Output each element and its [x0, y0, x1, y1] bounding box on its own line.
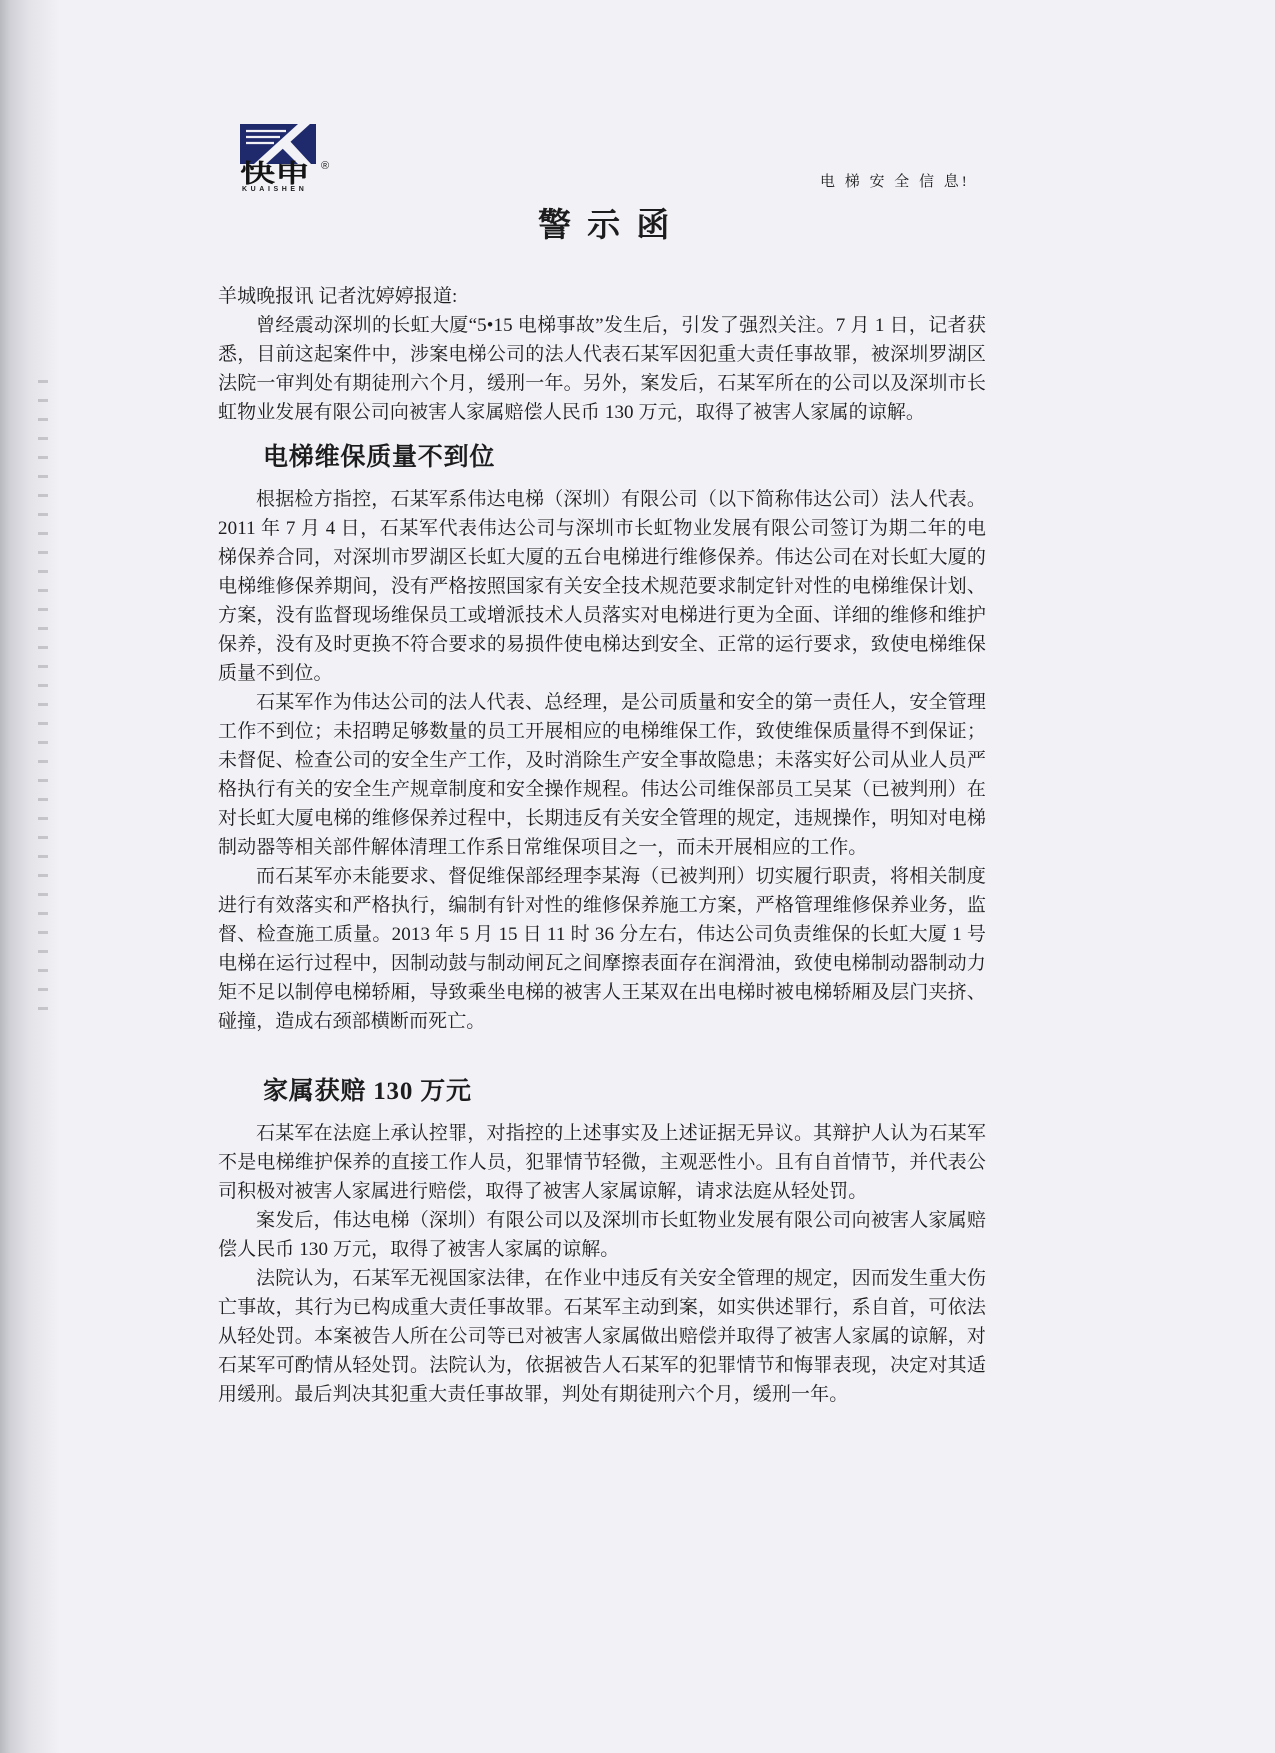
- document-body: [218, 282, 986, 1409]
- body-paragraph: 石某军在法庭上承认控罪，对指控的上述事实及上述证据无异议。其辩护人认为石某军不是电梯维护保养的直接工作人员，犯罪情节轻微，主观恶性小。且有自首情节，并代表公司积极对被害人家属进行赔偿，取得了被害人家属谅解，请求法庭从轻处罚。: [218, 1122, 986, 1202]
- byline: 羊城晚报讯 记者沈婷婷报道:: [218, 286, 458, 307]
- section-compensation: [218, 1074, 986, 1409]
- header-tagline: 电 梯 安 全 信 息!: [820, 174, 970, 190]
- logo-latin-name: KUAISHEN: [242, 186, 308, 193]
- scan-speckles: [38, 380, 48, 1020]
- kuaishen-logo-mark-icon: [240, 124, 316, 164]
- body-paragraph: 石某军作为伟达公司的法人代表、总经理，是公司质量和安全的第一责任人，安全管理工作不到位；未招聘足够数量的员工开展相应的电梯维保工作，致使维保质量得不到保证；未督促、检查公司的安全生产工作，及时消除生产安全事故隐患；未落实好公司从业人员严格执行有关的安全生产规章制度和安全操作规程。伟达公司维保部员工吴某（已被判刑）在对长虹大厦电梯的维修保养过程中，长期违反有关安全管理的规定，违规操作，明知对电梯制动器等相关部件解体清理工作系日常维保项目之一，而未开展相应的工作。: [218, 691, 986, 858]
- logo-name: 快申: [240, 160, 311, 188]
- section-heading: 电梯维保质量不到位: [263, 443, 496, 471]
- body-paragraph: 而石某军亦未能要求、督促维保部经理李某海（已被判刑）切实履行职责，将相关制度进行有效落实和严格执行，编制有针对性的维修保养施工方案，严格管理维修保养业务，监督、检查施工质量。2013 年 5 月 15 日 11 时 36 分左右，伟达公司负责维保的长虹大厦 1 号电梯在运行过程中，因制动鼓与制动闸瓦之间摩擦表面存在润滑油，致使电梯制动器制动力矩不足以制停电梯轿厢，导致乘坐电梯的被害人王某双在出电梯时被电梯轿厢及层门夹挤、碰撞，造成右颈部横断而死亡。: [218, 865, 986, 1032]
- body-paragraph: 法院认为，石某军无视国家法律，在作业中违反有关安全管理的规定，因而发生重大伤亡事故，其行为已构成重大责任事故罪。石某军主动到案，如实供述罪行，系自首，可依法从轻处罚。本案被告人所在公司等已对被害人家属做出赔偿并取得了被害人家属的谅解，对石某军可酌情从轻处罚。法院认为，依据被告人石某军的犯罪情节和悔罪表现，决定对其适用缓刑。最后判决其犯重大责任事故罪，判处有期徒刑六个月，缓刑一年。: [218, 1267, 986, 1405]
- section-maintenance-quality: [218, 439, 986, 1036]
- company-logo: [240, 124, 352, 198]
- registered-mark: ®: [321, 160, 330, 172]
- body-paragraph: 案发后，伟达电梯（深圳）有限公司以及深圳市长虹物业发展有限公司向被害人家属赔偿人民币 130 万元，取得了被害人家属的谅解。: [218, 1209, 986, 1260]
- body-paragraph: 根据检方指控，石某军系伟达电梯（深圳）有限公司（以下简称伟达公司）法人代表。2011 年 7 月 4 日，石某军代表伟达公司与深圳市长虹物业发展有限公司签订为期二年的电梯保养合同，对深圳市罗湖区长虹大厦的五台电梯进行维修保养。伟达公司在对长虹大厦的电梯维修保养期间，没有严格按照国家有关安全技术规范要求制定针对性的电梯维保计划、方案，没有监督现场维保员工或增派技术人员落实对电梯进行更为全面、详细的维修和维护保养，没有及时更换不符合要求的易损件使电梯达到安全、正常的运行要求，致使电梯维保质量不到位。: [218, 488, 986, 684]
- section-heading: 家属获赔 130 万元: [263, 1078, 472, 1105]
- intro-paragraph: 曾经震动深圳的长虹大厦“5•15 电梯事故”发生后，引发了强烈关注。7 月 1 日，记者获悉，目前这起案件中，涉案电梯公司的法人代表石某军因犯重大责任事故罪，被深圳罗湖区法院一审判处有期徒刑六个月，缓刑一年。另外，案发后，石某军所在的公司以及深圳市长虹物业发展有限公司向被害人家属赔偿人民币 130 万元，取得了被害人家属的谅解。: [218, 315, 986, 423]
- scan-shadow-edge: [0, 0, 60, 1753]
- document-title: 警 示 函: [538, 206, 673, 243]
